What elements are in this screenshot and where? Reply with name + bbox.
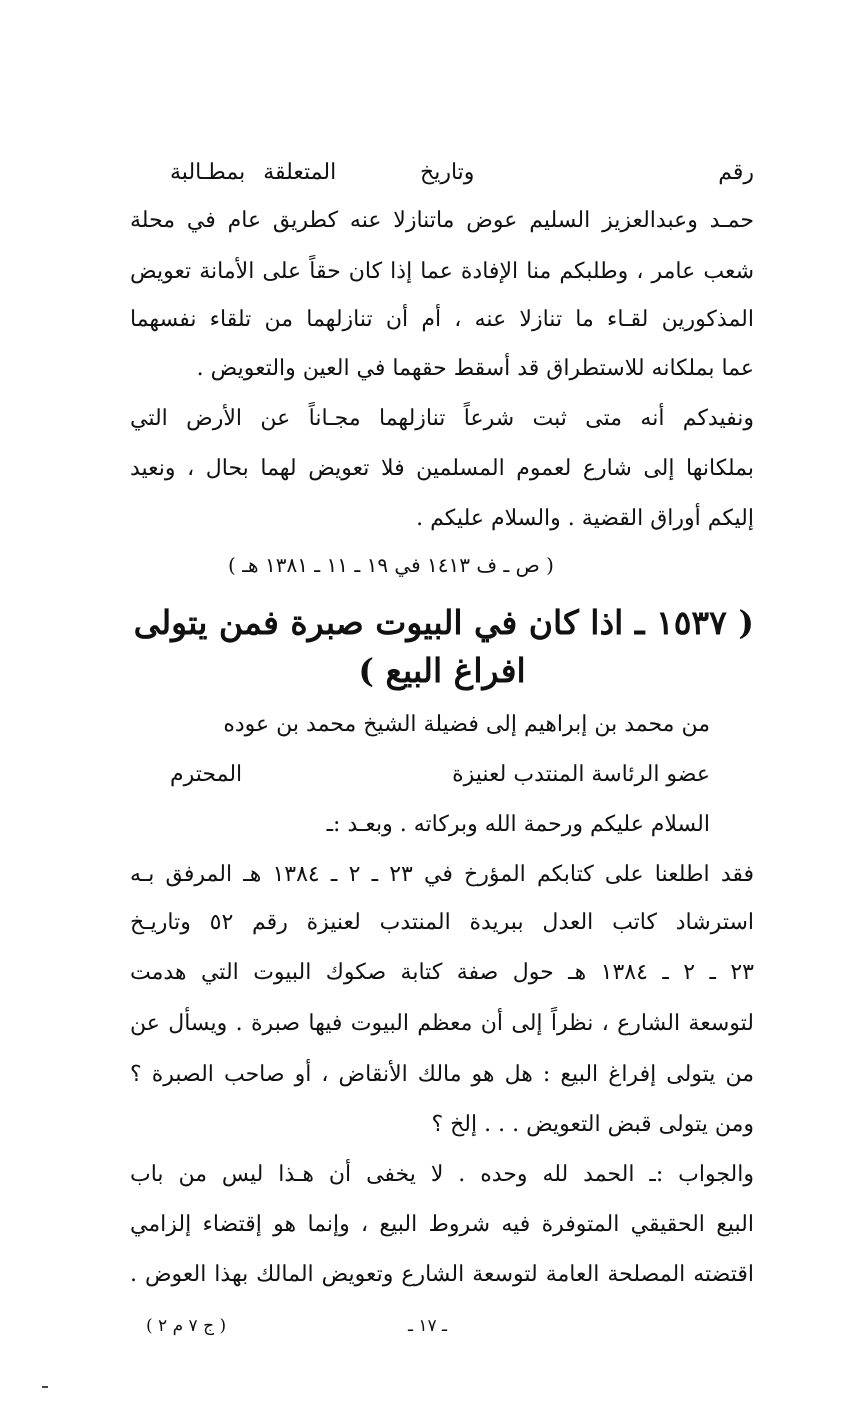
- reference-citation: ( ص ـ ف ١٤١٣ في ١٩ ـ ١١ ـ ١٣٨١ هـ ): [228, 553, 554, 577]
- text-line: البيع الحقيقي المتوفرة فيه شروط البيع ، وإنما هو إقتضاء إلزامي: [130, 1212, 754, 1237]
- text-line: المذكورين لقـاء ما تنازلا عنه ، أم أن تنازلهما من تلقاء نفسهما: [130, 307, 754, 332]
- header-row: [130, 156, 754, 190]
- text-line: ٢٣ ـ ٢ ـ ١٣٨٤ هـ حول صفة كتابة صكوك البيوت التي هدمت: [130, 960, 754, 985]
- header-word: بمطـالبة: [170, 160, 246, 185]
- text-line: فقد اطلعنا على كتابكم المؤرخ في ٢٣ ـ ٢ ـ ١٣٨٤ هـ المرفق بـه: [130, 862, 755, 887]
- recipient-title: عضو الرئاسة المنتدب لعنيزة: [452, 762, 710, 787]
- header-word: المتعلقة: [263, 160, 337, 185]
- text-line: إليكم أوراق القضية . والسلام عليكم .: [416, 506, 754, 531]
- heading-line: ( ١٥٣٧ ـ اذا كان في البيوت صبرة فمن يتولى: [133, 603, 754, 642]
- header-word: وتاريخ: [420, 160, 475, 185]
- honorific: المحترم: [170, 762, 243, 787]
- heading-line: افراغ البيع ): [358, 651, 526, 690]
- text-line: استرشاد كاتب العدل ببريدة المنتدب لعنيزة رقم ٥٢ وتاريـخ: [130, 910, 755, 935]
- text-line: ومن يتولى قبض التعويض . . . إلخ ؟: [431, 1112, 754, 1137]
- page-footer: [0, 1316, 850, 1350]
- text-line: والجواب :ـ الحمد لله وحده . لا يخفى أن هـذا ليس من باب: [130, 1162, 754, 1187]
- text-line: شعب عامر ، وطلبكم منا الإفادة عما إذا كان حقاً على الأمانة تعويض: [130, 259, 754, 284]
- sender-line: من محمد بن إبراهيم إلى فضيلة الشيخ محمد بن عوده: [223, 712, 710, 737]
- recipient-title-line: [170, 758, 710, 792]
- page-number: ـ ١٧ ـ: [408, 1316, 448, 1336]
- greeting: السلام عليكم ورحمة الله وبركاته . وبعـد :ـ: [326, 812, 710, 837]
- text-line: بملكانها إلى شارع لعموم المسلمين فلا تعويض لهما بحال ، ونعيد: [130, 456, 754, 481]
- volume-marker: ( ج ٧ م ٢ ): [146, 1316, 227, 1336]
- text-line: حمـد وعبدالعزيز السليم عوض ماتنازلا عنه كطريق عام في محلة: [130, 208, 754, 233]
- text-line: لتوسعة الشارع ، نظراً إلى أن معظم البيوت فيها صبرة . ويسأل عن: [130, 1011, 754, 1036]
- text-line: اقتضته المصلحة العامة لتوسعة الشارع وتعويض المالك بهذا العوض .: [130, 1262, 754, 1287]
- scan-speck: [42, 1386, 48, 1388]
- text-line: من يتولى إفراغ البيع : هل هو مالك الأنقاض ، أو صاحب الصبرة ؟: [130, 1062, 754, 1087]
- header-word: رقم: [718, 160, 754, 185]
- text-line: ونفيدكم أنه متى ثبت شرعاً تنازلهما مجـاناً عن الأرض التي: [130, 406, 754, 431]
- text-line: عما بملكانه للاستطراق قد أسقط حقهما في العين والتعويض .: [196, 356, 754, 381]
